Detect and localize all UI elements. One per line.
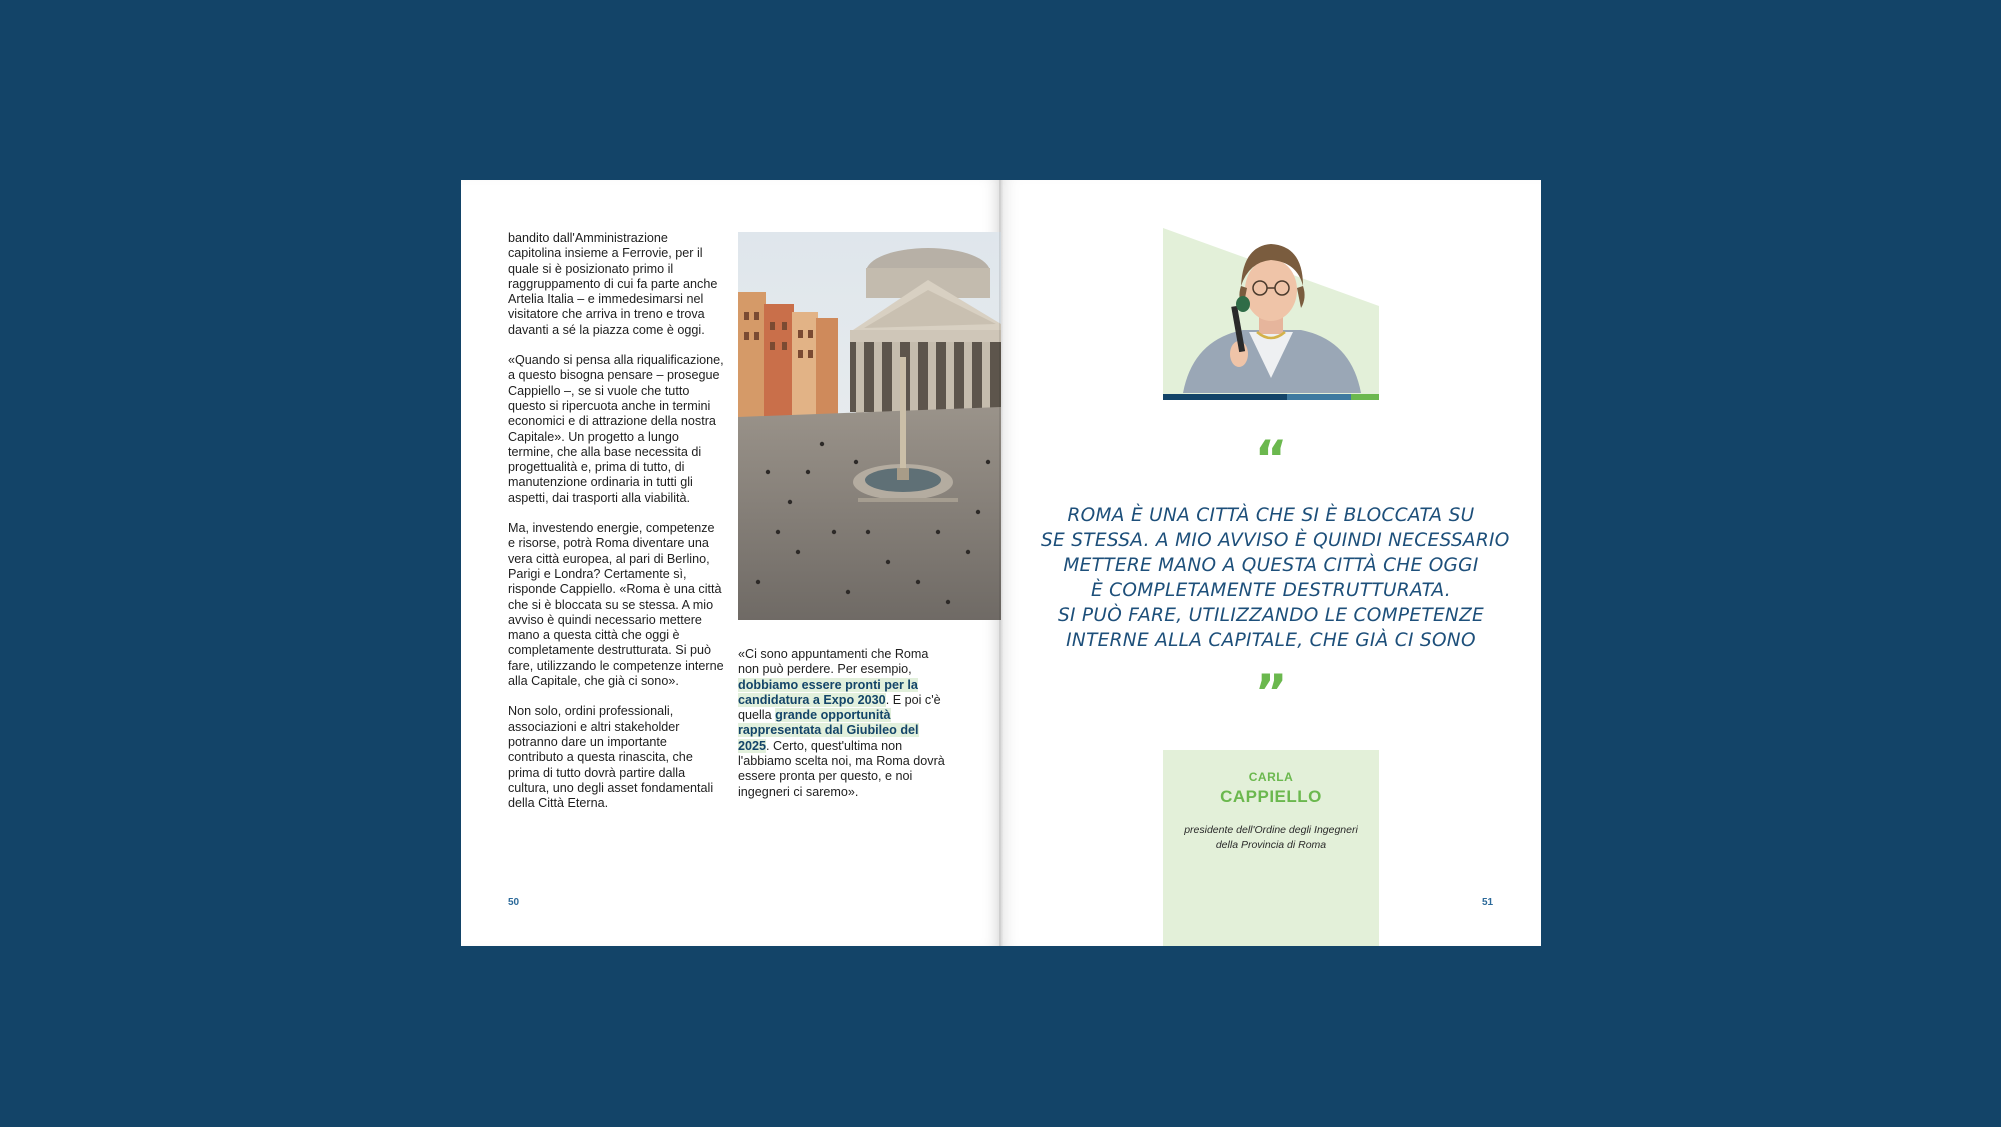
highlight-expo: dobbiamo essere pronti per la candidatura a Expo 2030 [738, 677, 918, 707]
col2-text-3: . Certo, quest'ultima non l'abbiamo scelta noi, ma Roma dovrà essere pronta per questo, e noi ingegneri ci saremo». [738, 738, 945, 799]
spread-fold [999, 180, 1003, 946]
quote-line: INTERNE ALLA CAPITALE, CHE GIÀ CI SONO [1066, 630, 1476, 651]
quote-line: È COMPLETAMENTE DESTRUTTURATA. [1091, 580, 1451, 601]
paragraph-4: Non solo, ordini professionali, associazioni e altri stakeholder potranno dare un importante contributo a questa rinascita, che prima di tutto dovrà partire dalla cultura, uno degli asset fondamentali della Città Eterna. [508, 704, 714, 811]
pull-quote [1041, 503, 1510, 653]
page-number-right: 51 [1482, 897, 1494, 908]
pantheon-photo [738, 232, 1001, 620]
quote-line: METTERE MANO A QUESTA CITTÀ CHE OGGI [1063, 555, 1479, 576]
quote-line: SI PUÒ FARE, UTILIZZANDO LE COMPETENZE [1057, 605, 1485, 626]
page-number-left: 50 [508, 897, 520, 908]
article-column-1 [508, 231, 724, 826]
author-first-name: CARLA [1248, 770, 1294, 784]
quote-line: SE STESSA. A MIO AVVISO È QUINDI NECESSARIO [1041, 530, 1510, 551]
highlight-giubileo: grande opportunità rappresentata dal Giubileo del 2025 [738, 708, 919, 753]
author-last-name: CAPPIELLO [1220, 787, 1322, 806]
paragraph-2: «Quando si pensa alla riqualificazione, a questo bisogna pensare – prosegue Cappiello –, se si vuole che tutto questo si ripercuota anche in termini economici e di attrazione della nostra Capitale». Un progetto a lungo termine, che alla base necessita di progettualità e, prima di tutto, di manutenzione ordinaria in tutti gli aspetti, dai trasporti alla viabilità. [508, 353, 724, 505]
author-card [1163, 750, 1379, 946]
quote-line: ROMA È UNA CITTÀ CHE SI È BLOCCATA SU [1067, 505, 1475, 526]
right-page [1001, 180, 1541, 946]
left-page [461, 180, 1001, 946]
portrait-photo [1163, 228, 1379, 400]
article-column-2 [738, 647, 950, 800]
author-role: presidente dell'Ordine degli Ingegneri della Provincia di Roma [1184, 824, 1358, 851]
paragraph-3: Ma, investendo energie, competenze e risorse, potrà Roma diventare una vera città europea, al pari di Berlino, Parigi e Londra? Certamente sì, risponde Cappiello. «Roma è una città che si è bloccata su se stessa. A mio avviso è quindi necessario mettere mano a questa città che oggi è completamente destrutturata. Si può fare, utilizzando le competenze interne alla Capitale, che già ci sono». [508, 521, 724, 689]
paragraph-1: bandito dall'Amministrazione capitolina insieme a Ferrovie, per il quale si è posizionato primo il raggruppamento di cui fa parte anche Artelia Italia – e immedesimarsi nel visitatore che arriva in treno e trova davanti a sé la piazza come è oggi. [508, 231, 718, 337]
magazine-spread [461, 180, 1541, 946]
open-quote-icon: “ [1254, 430, 1288, 488]
col2-text-1: «Ci sono appuntamenti che Roma non può perdere. Per esempio, [738, 647, 929, 677]
close-quote-icon: ” [1254, 664, 1288, 722]
col2-text-2: . E poi c'è quella [738, 692, 941, 723]
